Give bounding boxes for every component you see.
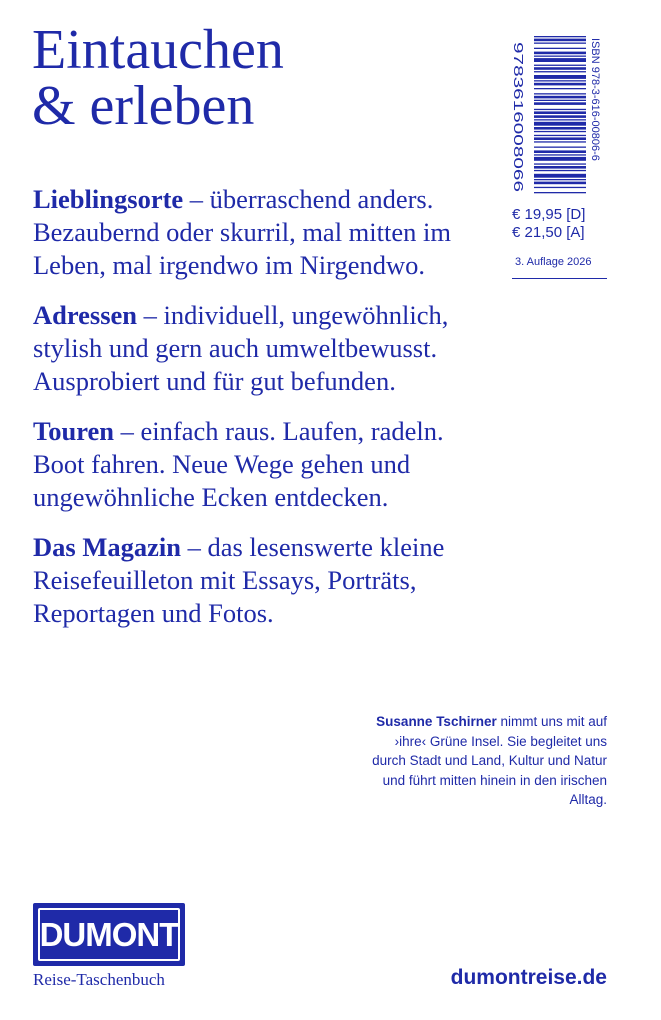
- barcode-bar: [534, 58, 586, 62]
- barcode-bar: [534, 71, 586, 72]
- barcode-bar: [534, 93, 586, 94]
- barcode-bar: [534, 111, 586, 114]
- feature-text: – individuell, ungewöhnlich, stylish und gern auch umweltbewusst. Ausprobiert und für gut befunden.: [33, 300, 449, 396]
- price-germany: € 19,95 [D]: [512, 206, 586, 223]
- barcode-bar: [534, 83, 586, 86]
- barcode-bar: [534, 65, 586, 66]
- feature-item: [33, 531, 483, 630]
- barcode-bar: [534, 179, 586, 180]
- barcode-bar: [534, 182, 586, 185]
- barcode-bar: [534, 192, 586, 193]
- barcode-bar: [534, 174, 586, 178]
- feature-item: [33, 183, 483, 282]
- edition-note: 3. Auflage 2026: [515, 256, 592, 268]
- barcode-bar: [534, 122, 586, 126]
- barcode-bar: [534, 115, 586, 118]
- feature-list: [33, 183, 483, 647]
- feature-term: Lieblingsorte: [33, 184, 184, 214]
- barcode-bar: [534, 157, 586, 161]
- barcode-bar: [534, 147, 586, 148]
- price-list: [512, 206, 585, 242]
- barcode-bar: [534, 127, 586, 130]
- cover-title: [32, 19, 284, 137]
- feature-term: Das Magazin: [33, 532, 181, 562]
- author-blurb: [367, 712, 607, 810]
- barcode-bar: [534, 48, 586, 49]
- blurb-text: nimmt uns mit auf ›ihre‹ Grüne Insel. Sie begleitet uns durch Stadt und Land, Kultur und Natur und führt mitten hinein in den irischen Alltag.: [372, 714, 607, 807]
- barcode-bar: [534, 154, 586, 155]
- isbn-barcode: [511, 36, 604, 196]
- feature-item: [33, 415, 483, 514]
- barcode-bar: [534, 141, 586, 142]
- barcode-bar: [534, 102, 586, 105]
- barcode-bar: [534, 67, 586, 70]
- feature-term: Touren: [33, 416, 115, 446]
- barcode-bar: [534, 100, 586, 101]
- divider: [512, 278, 607, 279]
- barcode-digits: 9783616008066: [511, 42, 526, 136]
- barcode-bar: [534, 135, 586, 136]
- barcode-bar: [534, 131, 586, 132]
- barcode-bar: [534, 163, 586, 164]
- price-austria: € 21,50 [A]: [512, 224, 585, 241]
- barcode-bar: [534, 96, 586, 99]
- barcode-bar: [534, 56, 586, 57]
- feature-term: Adressen: [33, 300, 138, 330]
- barcode-bar: [534, 39, 586, 42]
- barcode-bar: [534, 150, 586, 153]
- feature-item: [33, 299, 483, 398]
- website-link[interactable]: dumontreise.de: [450, 966, 607, 989]
- feature-text: – das lesenswerte kleine Reisefeuilleton mit Essays, Porträts, Reportagen und Fotos.: [33, 532, 445, 628]
- feature-text: – einfach raus. Laufen, radeln. Boot fahren. Neue Wege gehen und ungewöhnliche Ecken entdecken.: [33, 416, 444, 512]
- series-name: Reise-Taschenbuch: [33, 970, 165, 989]
- barcode-bar: [534, 119, 586, 120]
- barcode-bar: [534, 166, 586, 169]
- feature-text: – überraschend anders. Bezaubernd oder skurril, mal mitten im Leben, mal irgendwo im Nirgendwo.: [33, 184, 451, 280]
- isbn-text: ISBN 978-3-616-00806-6: [589, 38, 601, 161]
- title-line-1: Eintauchen: [32, 19, 284, 81]
- barcode-bar: [534, 52, 586, 55]
- barcode-bar: [534, 109, 586, 110]
- dumont-logo: [33, 903, 185, 966]
- barcode-bar: [534, 80, 586, 81]
- barcode-bar: [534, 75, 586, 79]
- author-name: Susanne Tschirner: [376, 714, 497, 729]
- barcode-bar: [534, 187, 586, 188]
- barcode-bar: [534, 170, 586, 171]
- barcode-bar: [534, 137, 586, 140]
- title-line-2: & erleben: [32, 75, 255, 137]
- barcode-bars: [534, 36, 586, 193]
- barcode-bar: [534, 88, 586, 89]
- barcode-bar: [534, 36, 586, 37]
- logo-text: DUMONT: [39, 915, 179, 953]
- barcode-bar: [534, 43, 586, 44]
